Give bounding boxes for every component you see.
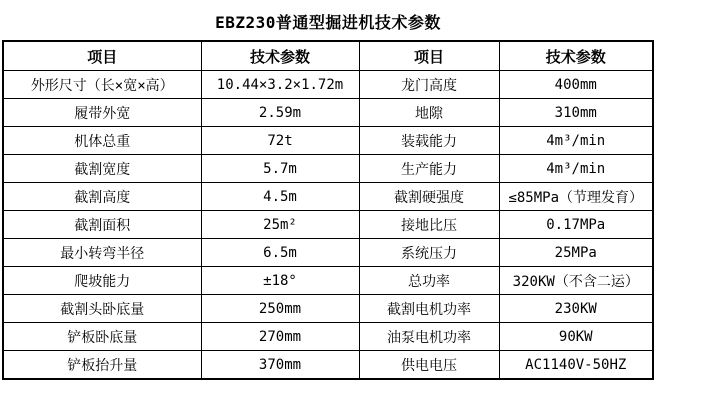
param-value-cell: 4m³/min (499, 127, 653, 155)
param-value-cell: 320KW（不含二运） (499, 267, 653, 295)
param-label-cell: 最小转弯半径 (3, 239, 201, 267)
param-value-cell: 230KW (499, 295, 653, 323)
table-row (3, 267, 653, 295)
table-row (3, 211, 653, 239)
param-label-cell: 履带外宽 (3, 99, 201, 127)
param-label-cell: 龙门高度 (359, 71, 499, 99)
param-label-cell: 爬坡能力 (3, 267, 201, 295)
header-row (3, 41, 653, 71)
param-value-cell: AC1140V-50HZ (499, 351, 653, 380)
param-label-cell: 铲板卧底量 (3, 323, 201, 351)
param-label-cell: 外形尺寸（长×宽×高） (3, 71, 201, 99)
param-label-cell: 系统压力 (359, 239, 499, 267)
param-label-cell: 供电电压 (359, 351, 499, 380)
param-value-cell: 4m³/min (499, 155, 653, 183)
param-value-cell: 2.59m (201, 99, 359, 127)
table-row (3, 295, 653, 323)
param-label-cell: 接地比压 (359, 211, 499, 239)
param-value-cell: 6.5m (201, 239, 359, 267)
param-value-cell: 25m² (201, 211, 359, 239)
header-cell-item-left: 项目 (3, 41, 201, 71)
param-value-cell: 5.7m (201, 155, 359, 183)
param-label-cell: 截割硬强度 (359, 183, 499, 211)
param-label-cell: 装载能力 (359, 127, 499, 155)
param-value-cell: 10.44×3.2×1.72m (201, 71, 359, 99)
table-row (3, 71, 653, 99)
param-label-cell: 截割头卧底量 (3, 295, 201, 323)
param-label-cell: 机体总重 (3, 127, 201, 155)
param-value-cell: 310mm (499, 99, 653, 127)
table-row (3, 127, 653, 155)
param-label-cell: 油泵电机功率 (359, 323, 499, 351)
header-cell-value-left: 技术参数 (201, 41, 359, 71)
param-label-cell: 截割高度 (3, 183, 201, 211)
param-value-cell: 4.5m (201, 183, 359, 211)
param-label-cell: 总功率 (359, 267, 499, 295)
param-label-cell: 截割面积 (3, 211, 201, 239)
table-row (3, 99, 653, 127)
param-value-cell: 90KW (499, 323, 653, 351)
table-row (3, 239, 653, 267)
param-label-cell: 生产能力 (359, 155, 499, 183)
param-value-cell: 270mm (201, 323, 359, 351)
table-row (3, 323, 653, 351)
table-row (3, 351, 653, 380)
param-value-cell: 72t (201, 127, 359, 155)
param-value-cell: ±18° (201, 267, 359, 295)
page-title: EBZ230普通型掘进机技术参数 (215, 13, 441, 32)
table-row (3, 155, 653, 183)
param-value-cell: 25MPa (499, 239, 653, 267)
table-row (3, 183, 653, 211)
spec-table (2, 40, 654, 380)
param-value-cell: ≤85MPa（节理发育） (499, 183, 653, 211)
param-label-cell: 截割电机功率 (359, 295, 499, 323)
header-cell-value-right: 技术参数 (499, 41, 653, 71)
param-value-cell: 370mm (201, 351, 359, 380)
param-label-cell: 铲板抬升量 (3, 351, 201, 380)
header-cell-item-right: 项目 (359, 41, 499, 71)
param-value-cell: 250mm (201, 295, 359, 323)
param-label-cell: 截割宽度 (3, 155, 201, 183)
param-label-cell: 地隙 (359, 99, 499, 127)
param-value-cell: 0.17MPa (499, 211, 653, 239)
spec-table-body (3, 71, 653, 380)
param-value-cell: 400mm (499, 71, 653, 99)
